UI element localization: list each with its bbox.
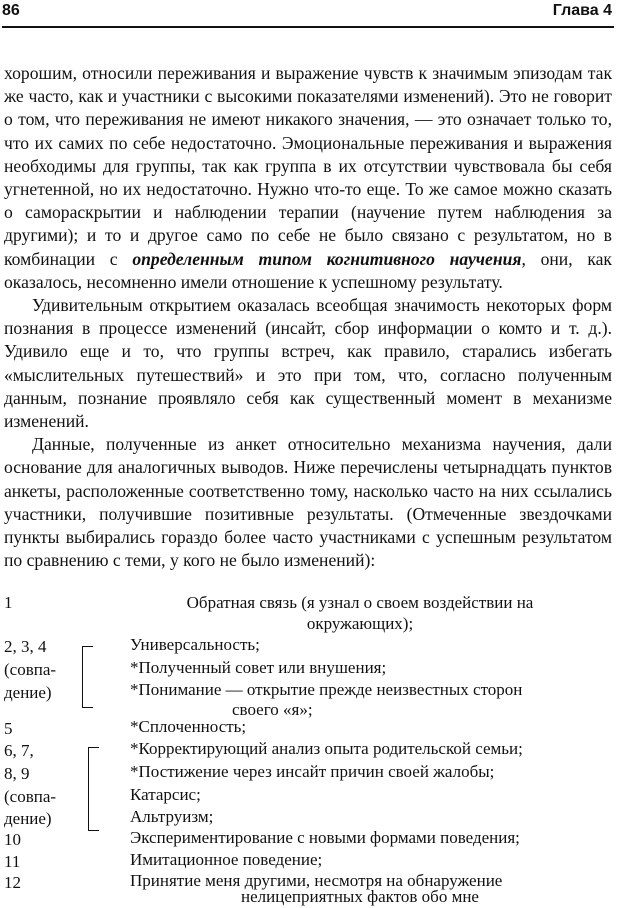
list-item-text: Катарсис;	[130, 785, 201, 804]
list-item-text: *Полученный совет или внушения;	[130, 658, 387, 677]
list-number: 6, 7,	[4, 741, 34, 760]
list-number: (совпа-	[4, 660, 57, 679]
list-number: дение)	[4, 809, 52, 828]
list-item-text: *Постижение через инсайт причин своей жалобы;	[130, 762, 495, 781]
chapter-title: Глава 4	[552, 2, 612, 19]
body-text	[4, 62, 612, 572]
list-number: 2, 3, 4	[4, 637, 47, 656]
list-item-text: Обратная связь (я узнал о своем воздействии на	[186, 593, 534, 612]
list-number: 11	[4, 852, 21, 871]
paragraph	[4, 433, 612, 572]
list-item-text: Имитационное поведение;	[130, 850, 323, 869]
list-number: 1	[4, 593, 13, 612]
list-number: 8, 9	[4, 764, 30, 783]
list-item-text: Экспериментирование с новыми формами поведения;	[130, 828, 520, 847]
list-item-text: Альтруизм;	[130, 807, 214, 826]
emphasis-text: определенным типом когнитивного научения	[132, 248, 522, 269]
paragraph-text: Удивительным открытием оказалась всеобщая значимость некоторых форм познания в процессе изменений (инсайт, сбор информации о комто и т. д.). Удивило еще и то, что группы встреч, как правило, старались избегать «мыслительных путешествий» и это при том, что, согласно полученным данным, познание проявляло себя как существенный момент в механизме изменений.	[4, 295, 612, 432]
list-item-text: Принятие меня другими, несмотря на обнаружение	[130, 871, 503, 890]
page-header	[2, 0, 614, 28]
list-item-text: нелицеприятных фактов обо мне	[241, 887, 479, 906]
group-bracket	[82, 646, 93, 708]
paragraph-text: Данные, полученные из анкет относительно механизма научения, дали основание для аналогичных выводов. Ниже перечислены четырнадцать пунктов анкеты, расположенные соответственно тому, насколько часто на них ссылались участники, получившие позитивные результаты. (Отмеченные звездочками пункты выбирались гораздо более часто участниками с успешным результатом по сравнению с теми, у кого не было изменений):	[4, 434, 612, 571]
paragraph	[4, 62, 612, 294]
group-bracket	[88, 747, 99, 831]
list-item-text: своего «я»;	[232, 700, 313, 719]
list-item-text: окружающих);	[306, 614, 414, 633]
list-number: 10	[4, 830, 21, 849]
paragraph-text: хорошим, относили переживания и выражение чувств к значимым эпизодам так же часто, как и участники с высокими показателями изменений). Это не говорит о том, что переживания не имеют никакого значения, — это означает только то, что их самих по себе недостаточно. Эмоциональные переживания и выражения необходимы для группы, так как группа в их отсутствии чувствовала бы себя угнетенной, но их недостаточно. Нужно что-то еще. То же самое можно сказать о самораскрытии и наблюдении терапии (научение путем наблюдения за другими); и то и другое само по себе не было связано с результатом, но в комбинации с	[4, 63, 612, 269]
list-number: дение)	[4, 683, 52, 702]
list-number: 12	[4, 873, 21, 892]
list-number: 5	[4, 719, 13, 738]
page-number: 86	[2, 2, 20, 19]
list-item-text: *Понимание — открытие прежде неизвестных сторон	[130, 680, 523, 699]
list-item-text: Универсальность;	[130, 635, 260, 654]
paragraph-text: , они, как оказалось, несомненно имели отношение к успешному результату.	[4, 248, 612, 292]
paragraph	[4, 294, 612, 433]
list-item-text: *Сплоченность;	[130, 717, 247, 736]
list-item-text: *Корректирующий анализ опыта родительской семьи;	[130, 739, 523, 758]
list-number: (совпа-	[4, 787, 57, 806]
